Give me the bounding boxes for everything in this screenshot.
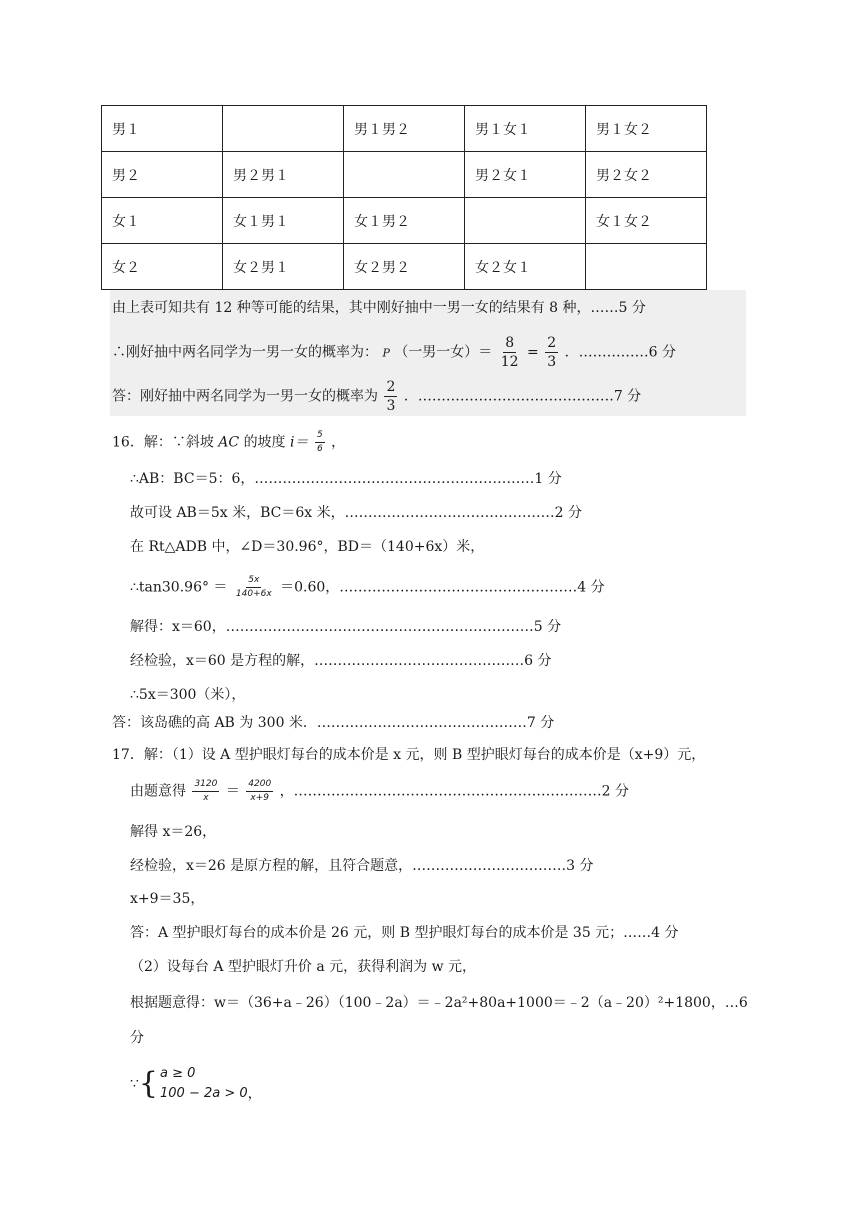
table-cell: 女１男２ <box>344 198 465 244</box>
p16-i-symbol: i＝ <box>290 434 309 451</box>
p15-score-6: ．……………6 分 <box>564 344 676 361</box>
fraction-8-12 <box>499 336 521 369</box>
table-cell: 男１女１ <box>465 106 586 152</box>
table-cell <box>223 106 344 152</box>
condition-1: a ≥ 0 <box>160 1066 196 1081</box>
table-cell: 男２女２ <box>586 152 707 198</box>
p15-answer-line <box>112 380 641 413</box>
p17-line-5: 答：A 型护眼灯每台的成本价是 26 元，则 B 型护眼灯每台的成本价是 35 元；……4 分 <box>130 925 679 941</box>
p17-system-line <box>130 1064 262 1104</box>
fraction-numerator: 4200 <box>246 780 273 792</box>
p17-line-3: 经检验，x＝26 是原方程的解，且符合题意，……………………………3 分 <box>130 858 594 874</box>
fraction-denominator: 140+6x <box>235 589 272 599</box>
table-cell: 男２男１ <box>223 152 344 198</box>
table-cell <box>344 152 465 198</box>
fraction-3120-x <box>192 780 219 803</box>
p16-comma: ， <box>331 434 346 451</box>
p16-ac: AC <box>218 434 240 451</box>
brace-symbol: { <box>138 1066 159 1101</box>
p17-score-2: ，…………………………………………………………2 分 <box>279 783 629 800</box>
p17-line-6: （2）设每台 A 型护眼灯升价 a 元，获得利润为 w 元， <box>130 959 477 975</box>
condition-2: 100 − 2a > 0 <box>160 1086 248 1101</box>
p17-equation-text: 由题意得 <box>130 783 186 800</box>
fraction-numerator: 8 <box>505 335 515 351</box>
fraction-numerator: 5x <box>246 576 261 588</box>
p16-line-6: 经检验，x＝60 是方程的解，………………………………………6 分 <box>130 653 552 669</box>
p17-line-4: x+9＝35， <box>130 891 205 907</box>
p17-line-2: 解得 x＝26， <box>130 824 217 840</box>
p15-probability-text: ∴刚好抽中两名同学为一男一女的概率为： <box>112 344 378 361</box>
table-row <box>102 244 707 290</box>
table-cell: 女１女２ <box>586 198 707 244</box>
p17-heading: 17．解：（1）设 A 型护眼灯每台的成本价是 x 元，则 B 型护眼灯每台的成本价是（x+9）元， <box>112 747 706 763</box>
table-cell <box>586 244 707 290</box>
p16-answer: 答：该岛礁的高 AB 为 300 米．………………………………………7 分 <box>112 715 555 731</box>
fraction-numerator: 5 <box>315 431 325 443</box>
table-cell: 女１ <box>102 198 223 244</box>
fraction-denominator: x <box>203 793 209 803</box>
p16-score-4: ＝0.60，……………………………………………4 分 <box>280 579 605 596</box>
p15-score-7: ．……………………………………7 分 <box>403 388 642 405</box>
fraction-numerator: 3120 <box>192 780 219 792</box>
p16-line-3: 在 Rt△ADB 中，∠D＝30.96°，BD＝（140+6x）米， <box>130 539 485 555</box>
p15-event-text: （一男一女）＝ <box>394 344 493 361</box>
table-cell: 女１男１ <box>223 198 344 244</box>
p16-line-4 <box>130 576 605 599</box>
p16-line-1: ∴AB：BC＝5：6，……………………………………………………1 分 <box>130 471 562 487</box>
table-row <box>102 106 707 152</box>
fraction-5x <box>234 576 274 599</box>
fraction-denominator: 3 <box>386 398 396 414</box>
table-cell: 男１女２ <box>586 106 707 152</box>
table-cell <box>465 198 586 244</box>
inequality-system <box>130 1064 262 1104</box>
table-row <box>102 152 707 198</box>
fraction-2-3-answer <box>384 380 397 413</box>
p16-slope-text: 的坡度 <box>243 434 286 451</box>
p16-tan-text: ∴tan30.96° ＝ <box>130 579 228 596</box>
p15-p-symbol: P <box>382 346 390 360</box>
p15-result-line: 由上表可知共有 12 种等可能的结果，其中刚好抽中一男一女的结果有 8 种，……5 分 <box>112 300 646 316</box>
table-cell: 男２ <box>102 152 223 198</box>
fraction-numerator: 2 <box>386 379 396 395</box>
p16-heading-text: 16．解：∵斜坡 <box>112 434 214 451</box>
p16-heading <box>112 431 345 454</box>
p17-line-8: 分 <box>130 1030 144 1046</box>
table-cell: 男１ <box>102 106 223 152</box>
p16-line-2: 故可设 AB＝5x 米，BC＝6x 米，………………………………………2 分 <box>130 505 582 521</box>
because-symbol: ∵ <box>130 1076 139 1092</box>
fraction-denominator: 6 <box>316 444 323 454</box>
fraction-5-6 <box>315 431 325 454</box>
fraction-denominator: x+9 <box>250 793 270 803</box>
p17-equation-line <box>130 780 629 803</box>
system-conditions <box>160 1064 248 1104</box>
table-cell: 女２女１ <box>465 244 586 290</box>
fraction-4200-x9 <box>246 780 273 803</box>
table-cell: 女２男２ <box>344 244 465 290</box>
p16-line-7: ∴5x＝300（米）， <box>130 687 246 703</box>
probability-table <box>101 105 707 290</box>
table-cell: 女２ <box>102 244 223 290</box>
fraction-2-3 <box>545 336 558 369</box>
p15-answer-text: 答：刚好抽中两名同学为一男一女的概率为 <box>112 388 378 405</box>
table-cell: 男２女１ <box>465 152 586 198</box>
p16-line-5: 解得：x＝60，…………………………………………………………5 分 <box>130 619 562 635</box>
system-comma: ， <box>247 1086 262 1102</box>
table-cell: 女２男１ <box>223 244 344 290</box>
fraction-denominator: 12 <box>500 354 519 370</box>
fraction-numerator: 2 <box>547 335 557 351</box>
table-cell: 男１男２ <box>344 106 465 152</box>
p15-probability-line <box>112 336 676 369</box>
table-row <box>102 198 707 244</box>
fraction-denominator: 3 <box>547 354 557 370</box>
equals-sign: = <box>527 344 539 361</box>
p17-line-7: 根据题意得：w＝（36+a﹣26）（100﹣2a）＝﹣2a²+80a+1000＝﹣2（a﹣20）²+1800，…6 <box>130 995 748 1011</box>
p17-equals: ＝ <box>225 783 240 800</box>
